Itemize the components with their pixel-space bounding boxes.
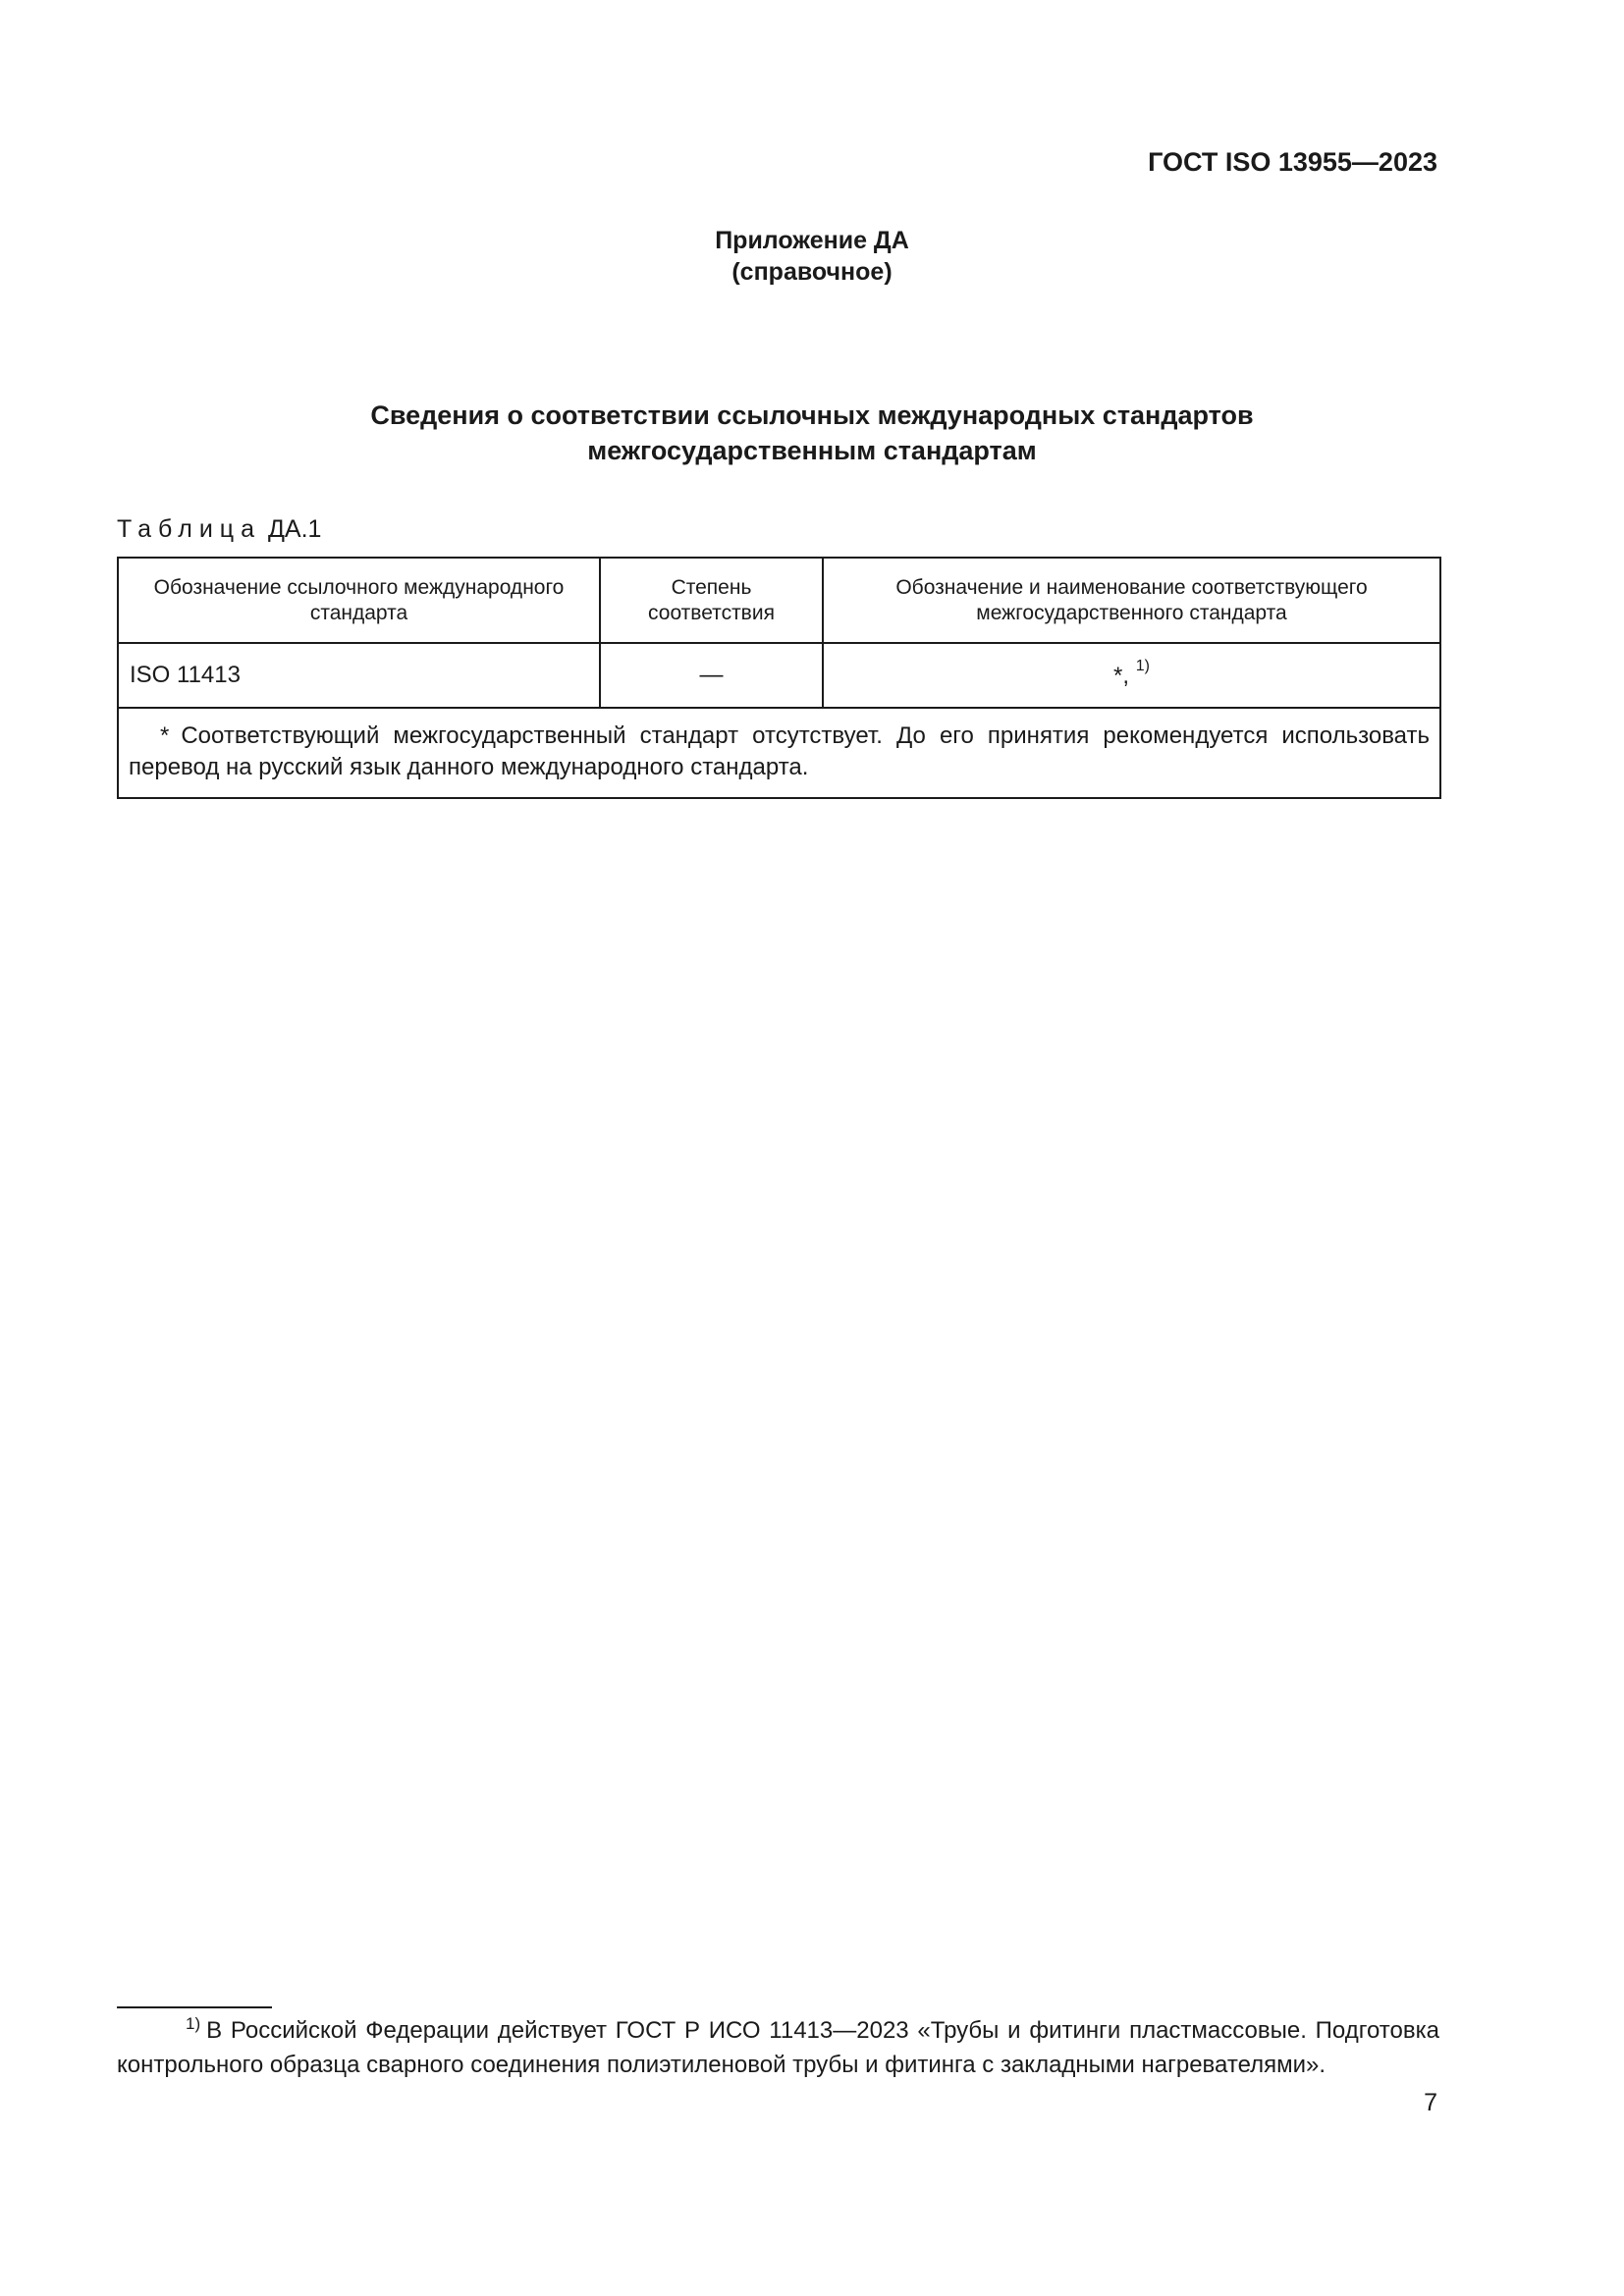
table-label — [117, 515, 321, 544]
footnote-separator — [117, 2006, 272, 2008]
cell-equivalent-text: *, — [1113, 662, 1130, 689]
cell-degree: — — [600, 643, 823, 708]
footnote-reference: 1) — [1135, 657, 1150, 674]
table-header-row — [118, 558, 1440, 643]
note-marker: * — [160, 722, 170, 749]
section-title-line-1: Сведения о соответствии ссылочных международных стандартов — [370, 400, 1254, 430]
footnote — [117, 2014, 1439, 2081]
note-text: Соответствующий межгосударственный стандарт отсутствует. До его принятия рекомендуется использовать перевод на русский язык данного международного стандарта. — [129, 722, 1430, 780]
section-title-line-2: межгосударственным стандартам — [587, 436, 1037, 465]
table-label-word: Таблица — [117, 515, 262, 543]
section-title — [0, 398, 1624, 468]
appendix-subtitle: (справочное) — [731, 258, 893, 286]
table-label-number: ДА.1 — [267, 515, 322, 543]
footnote-marker: 1) — [186, 2014, 201, 2033]
footnote-text: В Российской Федерации действует ГОСТ Р ИСО 11413—2023 «Трубы и фитинги пластмассовые. Подготовка контрольного образца сварного соединения полиэтиленовой трубы и фитинга с закладными нагревателями». — [117, 2017, 1439, 2078]
table-row — [118, 643, 1440, 708]
column-header-equivalent: Обозначение и наименование соответствующего межгосударственного стандарта — [823, 558, 1440, 643]
standard-code: ГОСТ ISO 13955—2023 — [1148, 147, 1437, 177]
table-note — [118, 708, 1440, 798]
cell-designation: ISO 11413 — [118, 643, 600, 708]
cell-equivalent — [823, 643, 1440, 708]
table-note-row — [118, 708, 1440, 798]
correspondence-table — [117, 557, 1441, 799]
column-header-degree: Степень соответствия — [600, 558, 823, 643]
column-header-designation: Обозначение ссылочного международного стандарта — [118, 558, 600, 643]
appendix-heading — [0, 225, 1624, 288]
appendix-title: Приложение ДА — [715, 227, 909, 254]
page-number: 7 — [1424, 2089, 1437, 2116]
